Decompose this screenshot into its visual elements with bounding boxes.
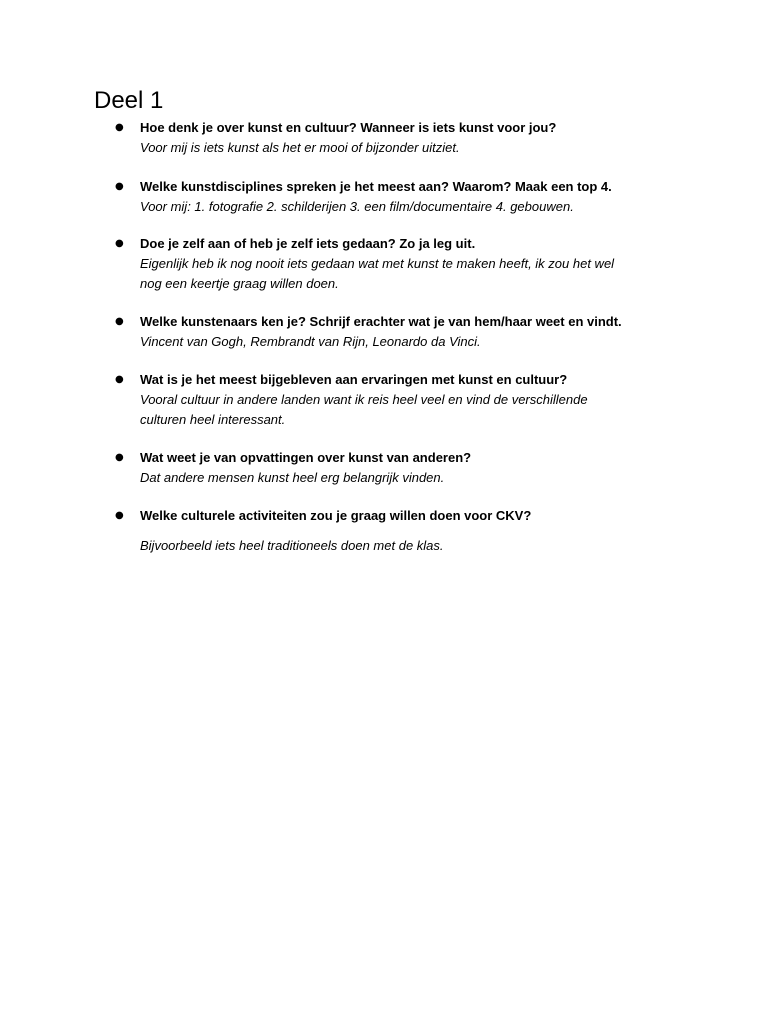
answer-text [140, 536, 680, 556]
answer-line: Dat andere mensen kunst heel erg belangrijk vinden. [140, 470, 445, 485]
question-text: Doe je zelf aan of heb je zelf iets gedaan? Zo ja leg uit. [140, 236, 476, 251]
answer-text [140, 254, 680, 294]
answer-text [140, 197, 680, 217]
answer-text [140, 332, 680, 352]
bullet-icon: ● [115, 452, 124, 463]
bullet-icon: ● [115, 316, 124, 327]
question-text: Wat is je het meest bijgebleven aan ervaringen met kunst en cultuur? [140, 372, 568, 387]
question-text: Welke kunstdisciplines spreken je het meest aan? Waarom? Maak een top 4. [140, 179, 612, 194]
answer-line: nog een keertje graag willen doen. [140, 276, 339, 291]
bullet-icon: ● [115, 238, 124, 249]
question-text: Welke kunstenaars ken je? Schrijf erachter wat je van hem/haar weet en vindt. [140, 314, 622, 329]
answer-line: Vooral cultuur in andere landen want ik reis heel veel en vind de verschillende [140, 392, 588, 407]
bullet-icon: ● [115, 510, 124, 521]
answer-line: Voor mij is iets kunst als het er mooi of bijzonder uitziet. [140, 140, 460, 155]
bullet-icon: ● [115, 122, 124, 133]
question-text: Welke culturele activiteiten zou je graag willen doen voor CKV? [140, 508, 532, 523]
answer-line: Voor mij: 1. fotografie 2. schilderijen 3. een film/documentaire 4. gebouwen. [140, 199, 574, 214]
bullet-icon: ● [115, 181, 124, 192]
answer-text [140, 468, 680, 488]
answer-text [140, 138, 680, 158]
answer-line: Eigenlijk heb ik nog nooit iets gedaan wat met kunst te maken heeft, ik zou het wel [140, 256, 615, 271]
answer-line: Bijvoorbeeld iets heel traditioneels doen met de klas. [140, 538, 444, 553]
answer-text [140, 390, 680, 430]
page-heading: Deel 1 [94, 87, 164, 114]
answer-line: culturen heel interessant. [140, 412, 286, 427]
bullet-icon: ● [115, 374, 124, 385]
question-text: Wat weet je van opvattingen over kunst van anderen? [140, 450, 472, 465]
answer-line: Vincent van Gogh, Rembrandt van Rijn, Leonardo da Vinci. [140, 334, 481, 349]
question-text: Hoe denk je over kunst en cultuur? Wanneer is iets kunst voor jou? [140, 120, 557, 135]
